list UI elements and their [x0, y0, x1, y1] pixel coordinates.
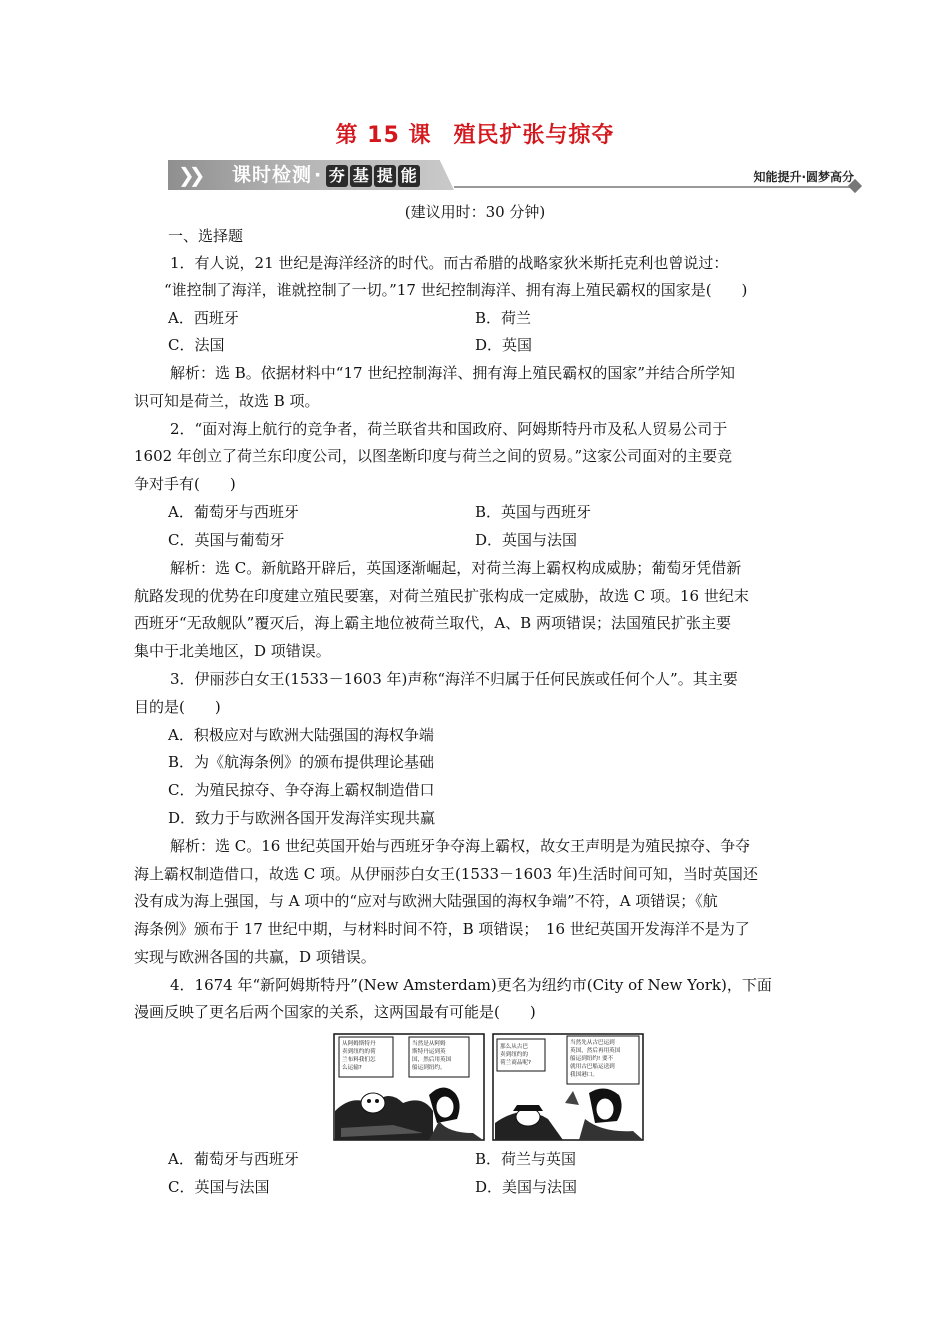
q4-option-d: D．美国与法国: [475, 1178, 578, 1196]
q2-option-c: C．英国与葡萄牙: [168, 531, 285, 549]
q4-stem: 4．1674 年“新阿姆斯特丹”(New Amsterdam)更名为纽约市(City of New York)，下面: [170, 976, 772, 994]
double-chevron-icon: ❯❯: [178, 163, 200, 187]
q3-stem: 3．伊丽莎白女王(1533－1603 年)声称“海洋不归属于任何民族或任何个人”。其主要: [170, 670, 738, 688]
q4-option-b: B．荷兰与英国: [475, 1150, 577, 1168]
banner-label: 课时检测 · 夯 基 提 能: [232, 163, 420, 187]
svg-text:当然是从阿姆 斯特丹运到英: 当然是从阿姆 斯特丹运到英 国，然后用英国 船运到纽约。: [412, 1041, 452, 1071]
q3-option-d: D．致力于与欧洲各国开发海洋实现共赢: [168, 809, 436, 827]
banner-rule: [454, 186, 854, 188]
q2-analysis: 航路发现的优势在印度建立殖民要塞，对荷兰殖民扩张构成一定威胁，故选 C 项。16 世纪末: [134, 587, 749, 605]
banner-slogan: 知能提升·圆梦高分: [753, 170, 854, 184]
q2-option-a: A．葡萄牙与西班牙: [168, 503, 299, 521]
comic-illustration: [333, 1033, 645, 1141]
svg-text:那么从古巴 卖到纽约的 荷兰: 那么从古巴 卖到纽约的 荷兰商品呢?: [500, 1044, 531, 1066]
lesson-number: 第 15 课: [335, 123, 432, 148]
section-heading: 一、选择题: [168, 227, 244, 245]
q3-option-b: B．为《航海条例》的颁布提供理论基础: [168, 753, 435, 771]
q1-analysis: 识可知是荷兰，故选 B 项。: [134, 392, 320, 410]
q2-stem: 1602 年创立了荷兰东印度公司，以图垄断印度与荷兰之间的贸易。”这家公司面对的主要竞: [134, 447, 733, 465]
svg-text:当然先从古巴运到 英国，然后再用英国: 当然先从古巴运到 英国，然后再用英国 船运到纽约! 要不 就用古巴船运送到 我国港口。: [570, 1040, 621, 1078]
q2-stem: 2．“面对海上航行的竞争者，荷兰联省共和国政府、阿姆斯特丹市及私人贸易公司于: [170, 420, 728, 438]
q2-option-b: B．英国与西班牙: [475, 503, 592, 521]
q3-analysis: 海条例》颁布于 17 世纪中期，与材料时间不符，B 项错误； 16 世纪英国开发海洋不是为了: [134, 920, 750, 938]
lesson-title: [0, 118, 950, 149]
section-banner: [168, 160, 868, 190]
q1-option-c: C．法国: [168, 336, 225, 354]
q3-analysis: 解析：选 C。16 世纪英国开始与西班牙争夺海上霸权，故女王声明是为殖民掠夺、争夺: [170, 837, 751, 855]
lesson-topic: 殖民扩张与掠夺: [453, 123, 615, 148]
q4-option-c: C．英国与法国: [168, 1178, 270, 1196]
q2-analysis: 集中于北美地区，D 项错误。: [134, 642, 331, 660]
badge-char: 提: [374, 165, 396, 187]
svg-text:从阿姆斯特丹 卖到纽约的荷: 从阿姆斯特丹 卖到纽约的荷 兰布料我们怎 么运输?: [342, 1041, 376, 1071]
badge-char: 基: [350, 165, 372, 187]
q2-stem: 争对手有( ): [134, 475, 236, 493]
q1-option-a: A．西班牙: [168, 309, 239, 327]
q3-stem: 目的是( ): [134, 698, 221, 716]
time-hint: (建议用时：30 分钟): [404, 203, 546, 221]
q4-stem: 漫画反映了更名后两个国家的关系，这两国最有可能是( ): [134, 1003, 536, 1021]
q3-analysis: 实现与欧洲各国的共赢，D 项错误。: [134, 948, 376, 966]
q1-stem: 1．有人说，21 世纪是海洋经济的时代。而古希腊的战略家狄米斯托克利也曾说过：: [170, 254, 729, 272]
q4-option-a: A．葡萄牙与西班牙: [168, 1150, 299, 1168]
comic-panel-left: [334, 1034, 484, 1140]
q2-analysis: 解析：选 C。新航路开辟后，英国逐渐崛起，对荷兰海上霸权构成威胁；葡萄牙凭借新: [170, 559, 742, 577]
comic-panel-right: [493, 1034, 643, 1140]
q3-option-a: A．积极应对与欧洲大陆强国的海权争端: [168, 726, 434, 744]
q2-option-d: D．英国与法国: [475, 531, 578, 549]
q3-analysis: 海上霸权制造借口，故选 C 项。从伊丽莎白女王(1533－1603 年)生活时间可知，当时英国还: [134, 865, 758, 883]
q1-analysis: 解析：选 B。依据材料中“17 世纪控制海洋、拥有海上殖民霸权的国家”并结合所学知: [170, 364, 735, 382]
badge-char: 夯: [326, 165, 348, 187]
badge-char: 能: [398, 165, 420, 187]
q1-option-b: B．荷兰: [475, 309, 532, 327]
q3-analysis: 没有成为海上强国，与 A 项中的“应对与欧洲大陆强国的海权争端”不符，A 项错误；《航: [134, 892, 718, 910]
q2-analysis: 西班牙“无敌舰队”覆灭后，海上霸主地位被荷兰取代，A、B 两项错误；法国殖民扩张主要: [134, 614, 731, 632]
q1-stem: “谁控制了海洋，谁就控制了一切。”17 世纪控制海洋、拥有海上殖民霸权的国家是( ): [164, 281, 748, 299]
q1-option-d: D．英国: [475, 336, 533, 354]
q3-option-c: C．为殖民掠夺、争夺海上霸权制造借口: [168, 781, 435, 799]
